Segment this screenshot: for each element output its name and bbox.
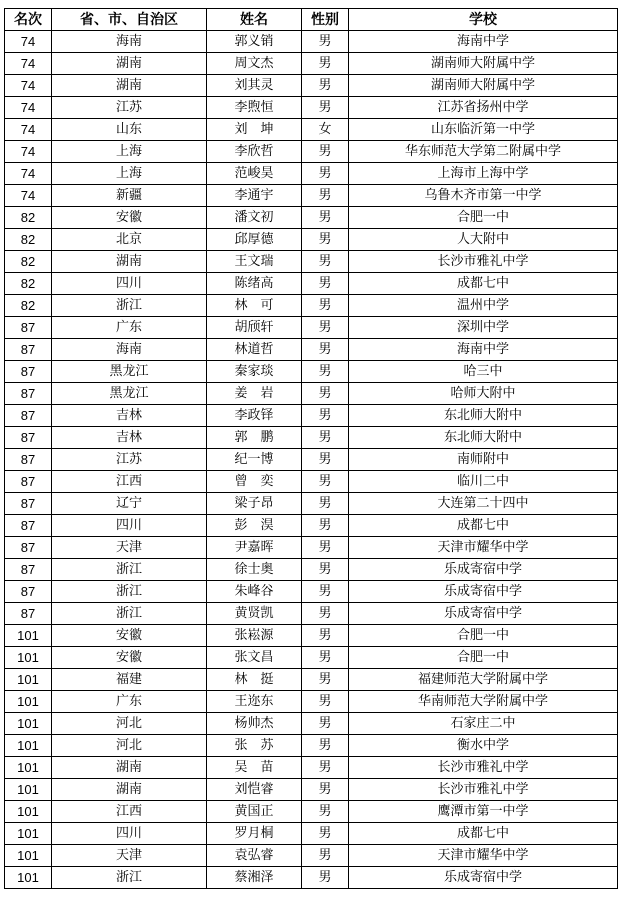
school-cell: 福建师范大学附属中学 [349, 669, 618, 691]
gender-cell: 男 [302, 757, 349, 779]
table-row [5, 273, 618, 295]
province-cell: 山东 [52, 119, 207, 141]
name-cell: 彭 淏 [207, 515, 302, 537]
gender-cell: 男 [302, 471, 349, 493]
province-cell: 新疆 [52, 185, 207, 207]
table-row [5, 317, 618, 339]
gender-cell: 男 [302, 427, 349, 449]
name-cell: 秦家琰 [207, 361, 302, 383]
table-row [5, 471, 618, 493]
header-name: 姓名 [207, 9, 302, 31]
table-header [5, 9, 618, 31]
province-cell: 河北 [52, 735, 207, 757]
province-cell: 江西 [52, 801, 207, 823]
gender-cell: 男 [302, 361, 349, 383]
gender-cell: 男 [302, 559, 349, 581]
name-cell: 吴 苗 [207, 757, 302, 779]
school-cell: 成都七中 [349, 515, 618, 537]
rank-cell: 74 [5, 185, 52, 207]
name-cell: 张崧源 [207, 625, 302, 647]
name-cell: 蔡湘泽 [207, 867, 302, 889]
gender-cell: 男 [302, 295, 349, 317]
school-cell: 长沙市雅礼中学 [349, 779, 618, 801]
rank-cell: 82 [5, 229, 52, 251]
gender-cell: 男 [302, 163, 349, 185]
table-row [5, 867, 618, 889]
rank-cell: 101 [5, 779, 52, 801]
gender-cell: 男 [302, 383, 349, 405]
name-cell: 潘文初 [207, 207, 302, 229]
gender-cell: 男 [302, 185, 349, 207]
table-row [5, 449, 618, 471]
gender-cell: 男 [302, 581, 349, 603]
province-cell: 天津 [52, 537, 207, 559]
rank-cell: 87 [5, 603, 52, 625]
name-cell: 朱峰谷 [207, 581, 302, 603]
school-cell: 南师附中 [349, 449, 618, 471]
province-cell: 辽宁 [52, 493, 207, 515]
province-cell: 广东 [52, 317, 207, 339]
rank-cell: 87 [5, 383, 52, 405]
table-row [5, 603, 618, 625]
rank-cell: 74 [5, 31, 52, 53]
school-cell: 成都七中 [349, 273, 618, 295]
school-cell: 湖南师大附属中学 [349, 53, 618, 75]
school-cell: 鹰潭市第一中学 [349, 801, 618, 823]
table-row [5, 141, 618, 163]
province-cell: 四川 [52, 823, 207, 845]
table-row [5, 669, 618, 691]
province-cell: 吉林 [52, 405, 207, 427]
table-row [5, 295, 618, 317]
province-cell: 浙江 [52, 581, 207, 603]
gender-cell: 男 [302, 537, 349, 559]
rank-cell: 74 [5, 119, 52, 141]
school-cell: 深圳中学 [349, 317, 618, 339]
school-cell: 乐成寄宿中学 [349, 603, 618, 625]
gender-cell: 男 [302, 647, 349, 669]
gender-cell: 男 [302, 31, 349, 53]
name-cell: 曾 奕 [207, 471, 302, 493]
name-cell: 刘恺睿 [207, 779, 302, 801]
table-row [5, 559, 618, 581]
gender-cell: 男 [302, 405, 349, 427]
province-cell: 湖南 [52, 757, 207, 779]
table-row [5, 537, 618, 559]
school-cell: 合肥一中 [349, 647, 618, 669]
name-cell: 郭 鹏 [207, 427, 302, 449]
gender-cell: 男 [302, 207, 349, 229]
table-row [5, 823, 618, 845]
name-cell: 王迩东 [207, 691, 302, 713]
rank-cell: 87 [5, 449, 52, 471]
school-cell: 温州中学 [349, 295, 618, 317]
school-cell: 海南中学 [349, 31, 618, 53]
school-cell: 乌鲁木齐市第一中学 [349, 185, 618, 207]
rank-cell: 101 [5, 867, 52, 889]
table-row [5, 383, 618, 405]
name-cell: 张 苏 [207, 735, 302, 757]
name-cell: 袁弘睿 [207, 845, 302, 867]
province-cell: 四川 [52, 273, 207, 295]
rank-cell: 74 [5, 141, 52, 163]
table-row [5, 647, 618, 669]
header-school: 学校 [349, 9, 618, 31]
table-row [5, 229, 618, 251]
name-cell: 范峻昊 [207, 163, 302, 185]
province-cell: 河北 [52, 713, 207, 735]
province-cell: 湖南 [52, 75, 207, 97]
school-cell: 临川二中 [349, 471, 618, 493]
name-cell: 林 可 [207, 295, 302, 317]
table-row [5, 53, 618, 75]
province-cell: 安徽 [52, 647, 207, 669]
gender-cell: 男 [302, 317, 349, 339]
name-cell: 李欣哲 [207, 141, 302, 163]
table-row [5, 515, 618, 537]
school-cell: 人大附中 [349, 229, 618, 251]
school-cell: 衡水中学 [349, 735, 618, 757]
table-row [5, 119, 618, 141]
table-row [5, 427, 618, 449]
rank-cell: 87 [5, 493, 52, 515]
province-cell: 湖南 [52, 779, 207, 801]
province-cell: 黑龙江 [52, 361, 207, 383]
province-cell: 安徽 [52, 625, 207, 647]
rank-cell: 101 [5, 823, 52, 845]
gender-cell: 男 [302, 735, 349, 757]
province-cell: 福建 [52, 669, 207, 691]
school-cell: 乐成寄宿中学 [349, 559, 618, 581]
gender-cell: 男 [302, 603, 349, 625]
ranking-table [4, 8, 618, 889]
table-row [5, 75, 618, 97]
school-cell: 哈三中 [349, 361, 618, 383]
rank-cell: 87 [5, 317, 52, 339]
gender-cell: 男 [302, 97, 349, 119]
school-cell: 哈师大附中 [349, 383, 618, 405]
school-cell: 湖南师大附属中学 [349, 75, 618, 97]
gender-cell: 男 [302, 449, 349, 471]
gender-cell: 男 [302, 493, 349, 515]
table-row [5, 405, 618, 427]
province-cell: 海南 [52, 31, 207, 53]
rank-cell: 82 [5, 207, 52, 229]
rank-cell: 74 [5, 75, 52, 97]
table-row [5, 625, 618, 647]
rank-cell: 87 [5, 339, 52, 361]
province-cell: 广东 [52, 691, 207, 713]
school-cell: 长沙市雅礼中学 [349, 251, 618, 273]
table-row [5, 581, 618, 603]
name-cell: 姜 岩 [207, 383, 302, 405]
name-cell: 杨帅杰 [207, 713, 302, 735]
gender-cell: 男 [302, 845, 349, 867]
table-row [5, 691, 618, 713]
name-cell: 黄贤凯 [207, 603, 302, 625]
name-cell: 黄国正 [207, 801, 302, 823]
name-cell: 李通宇 [207, 185, 302, 207]
gender-cell: 男 [302, 669, 349, 691]
header-province: 省、市、自治区 [52, 9, 207, 31]
school-cell: 石家庄二中 [349, 713, 618, 735]
name-cell: 刘其灵 [207, 75, 302, 97]
rank-cell: 101 [5, 801, 52, 823]
province-cell: 浙江 [52, 867, 207, 889]
rank-cell: 101 [5, 647, 52, 669]
gender-cell: 男 [302, 53, 349, 75]
name-cell: 李煦恒 [207, 97, 302, 119]
school-cell: 乐成寄宿中学 [349, 581, 618, 603]
gender-cell: 女 [302, 119, 349, 141]
gender-cell: 男 [302, 801, 349, 823]
province-cell: 湖南 [52, 53, 207, 75]
rank-cell: 82 [5, 273, 52, 295]
table-row [5, 361, 618, 383]
table-row [5, 163, 618, 185]
province-cell: 海南 [52, 339, 207, 361]
gender-cell: 男 [302, 229, 349, 251]
province-cell: 浙江 [52, 603, 207, 625]
rank-cell: 87 [5, 405, 52, 427]
gender-cell: 男 [302, 713, 349, 735]
name-cell: 王文瑞 [207, 251, 302, 273]
rank-cell: 74 [5, 53, 52, 75]
name-cell: 梁子昂 [207, 493, 302, 515]
name-cell: 陈绪高 [207, 273, 302, 295]
school-cell: 天津市耀华中学 [349, 845, 618, 867]
gender-cell: 男 [302, 823, 349, 845]
rank-cell: 87 [5, 515, 52, 537]
table-row [5, 207, 618, 229]
table-row [5, 845, 618, 867]
rank-cell: 87 [5, 471, 52, 493]
rank-cell: 87 [5, 361, 52, 383]
school-cell: 合肥一中 [349, 207, 618, 229]
gender-cell: 男 [302, 625, 349, 647]
school-cell: 江苏省扬州中学 [349, 97, 618, 119]
province-cell: 江苏 [52, 97, 207, 119]
school-cell: 华东师范大学第二附属中学 [349, 141, 618, 163]
school-cell: 东北师大附中 [349, 405, 618, 427]
name-cell: 胡颀轩 [207, 317, 302, 339]
table-row [5, 779, 618, 801]
gender-cell: 男 [302, 141, 349, 163]
province-cell: 浙江 [52, 295, 207, 317]
school-cell: 山东临沂第一中学 [349, 119, 618, 141]
name-cell: 罗月桐 [207, 823, 302, 845]
table-row [5, 801, 618, 823]
school-cell: 天津市耀华中学 [349, 537, 618, 559]
school-cell: 成都七中 [349, 823, 618, 845]
rank-cell: 87 [5, 537, 52, 559]
rank-cell: 101 [5, 845, 52, 867]
name-cell: 邱厚德 [207, 229, 302, 251]
table-row [5, 713, 618, 735]
table-row [5, 251, 618, 273]
rank-cell: 101 [5, 735, 52, 757]
table-row [5, 185, 618, 207]
school-cell: 海南中学 [349, 339, 618, 361]
header-rank: 名次 [5, 9, 52, 31]
rank-cell: 87 [5, 427, 52, 449]
table-row [5, 339, 618, 361]
province-cell: 天津 [52, 845, 207, 867]
gender-cell: 男 [302, 691, 349, 713]
school-cell: 华南师范大学附属中学 [349, 691, 618, 713]
rank-cell: 82 [5, 251, 52, 273]
rank-cell: 101 [5, 625, 52, 647]
province-cell: 四川 [52, 515, 207, 537]
province-cell: 安徽 [52, 207, 207, 229]
name-cell: 徐士奥 [207, 559, 302, 581]
name-cell: 李政铎 [207, 405, 302, 427]
province-cell: 上海 [52, 141, 207, 163]
name-cell: 张文昌 [207, 647, 302, 669]
school-cell: 上海市上海中学 [349, 163, 618, 185]
province-cell: 江苏 [52, 449, 207, 471]
province-cell: 浙江 [52, 559, 207, 581]
rank-cell: 82 [5, 295, 52, 317]
province-cell: 湖南 [52, 251, 207, 273]
school-cell: 合肥一中 [349, 625, 618, 647]
table-body [5, 31, 618, 889]
province-cell: 北京 [52, 229, 207, 251]
school-cell: 长沙市雅礼中学 [349, 757, 618, 779]
rank-cell: 101 [5, 757, 52, 779]
table-row [5, 97, 618, 119]
name-cell: 周文杰 [207, 53, 302, 75]
name-cell: 刘 坤 [207, 119, 302, 141]
province-cell: 黑龙江 [52, 383, 207, 405]
name-cell: 郭义销 [207, 31, 302, 53]
table-row [5, 757, 618, 779]
header-gender: 性别 [302, 9, 349, 31]
table-row [5, 493, 618, 515]
gender-cell: 男 [302, 779, 349, 801]
gender-cell: 男 [302, 75, 349, 97]
rank-cell: 74 [5, 97, 52, 119]
rank-cell: 74 [5, 163, 52, 185]
school-cell: 乐成寄宿中学 [349, 867, 618, 889]
rank-cell: 101 [5, 713, 52, 735]
name-cell: 林道哲 [207, 339, 302, 361]
gender-cell: 男 [302, 339, 349, 361]
school-cell: 大连第二十四中 [349, 493, 618, 515]
gender-cell: 男 [302, 251, 349, 273]
school-cell: 东北师大附中 [349, 427, 618, 449]
gender-cell: 男 [302, 273, 349, 295]
gender-cell: 男 [302, 515, 349, 537]
province-cell: 上海 [52, 163, 207, 185]
rank-cell: 101 [5, 669, 52, 691]
name-cell: 尹嘉晖 [207, 537, 302, 559]
table-row [5, 31, 618, 53]
rank-cell: 87 [5, 559, 52, 581]
gender-cell: 男 [302, 867, 349, 889]
rank-cell: 87 [5, 581, 52, 603]
header-row [5, 9, 618, 31]
rank-cell: 101 [5, 691, 52, 713]
province-cell: 吉林 [52, 427, 207, 449]
name-cell: 林 挺 [207, 669, 302, 691]
name-cell: 纪一博 [207, 449, 302, 471]
province-cell: 江西 [52, 471, 207, 493]
table-row [5, 735, 618, 757]
